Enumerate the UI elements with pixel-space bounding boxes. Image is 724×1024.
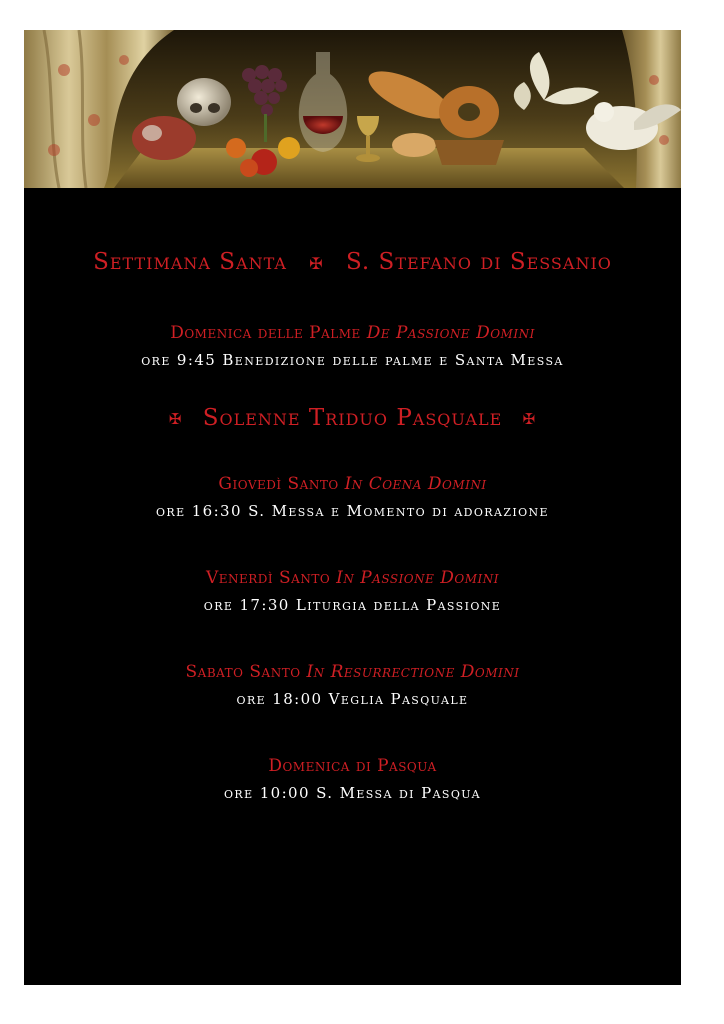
poster: [24, 30, 681, 985]
palme-time: ore 9:45 Benedizione delle palme e Santa Messa: [141, 351, 564, 369]
venerdi-section: [24, 568, 681, 614]
triduo-label: Solenne Triduo Pasquale: [202, 405, 503, 431]
giovedi-title: [24, 474, 681, 494]
triduo-title: [24, 405, 681, 431]
sabato-title-plain: Sabato Santo: [185, 662, 301, 682]
headline-left: Settimana Santa: [93, 249, 287, 275]
cross-icon: ✠: [168, 410, 183, 428]
palme-section: [24, 323, 681, 369]
pasqua-section: [24, 756, 681, 802]
still-life-banner: [24, 30, 681, 188]
cross-icon: ✠: [522, 410, 537, 428]
headline: [24, 249, 681, 275]
giovedi-title-plain: Giovedì Santo: [218, 474, 339, 494]
pasqua-title: [24, 756, 681, 776]
sabato-time: ore 18:00 Veglia Pasquale: [236, 690, 469, 708]
palme-title: [24, 323, 681, 343]
palme-title-plain: Domenica delle Palme: [170, 323, 361, 343]
still-life-painting-icon: [24, 30, 681, 188]
giovedi-title-italic: In Coena Domini: [344, 474, 487, 494]
giovedi-section: [24, 474, 681, 520]
sabato-section: [24, 662, 681, 708]
giovedi-time: ore 16:30 S. Messa e Momento di adorazione: [156, 502, 549, 520]
venerdi-title: [24, 568, 681, 588]
venerdi-title-italic: In Passione Domini: [336, 568, 500, 588]
venerdi-title-plain: Venerdì Santo: [205, 568, 331, 588]
pasqua-title-plain: Domenica di Pasqua: [268, 756, 437, 776]
palme-title-italic: De Passione Domini: [366, 323, 535, 343]
schedule: [24, 188, 681, 802]
sabato-title: [24, 662, 681, 682]
venerdi-time: ore 17:30 Liturgia della Passione: [203, 596, 502, 614]
cross-icon: ✠: [309, 253, 324, 273]
sabato-title-italic: In Resurrectione Domini: [306, 662, 520, 682]
headline-right: S. Stefano di Sessanio: [346, 249, 612, 275]
pasqua-time: ore 10:00 S. Messa di Pasqua: [224, 784, 481, 802]
